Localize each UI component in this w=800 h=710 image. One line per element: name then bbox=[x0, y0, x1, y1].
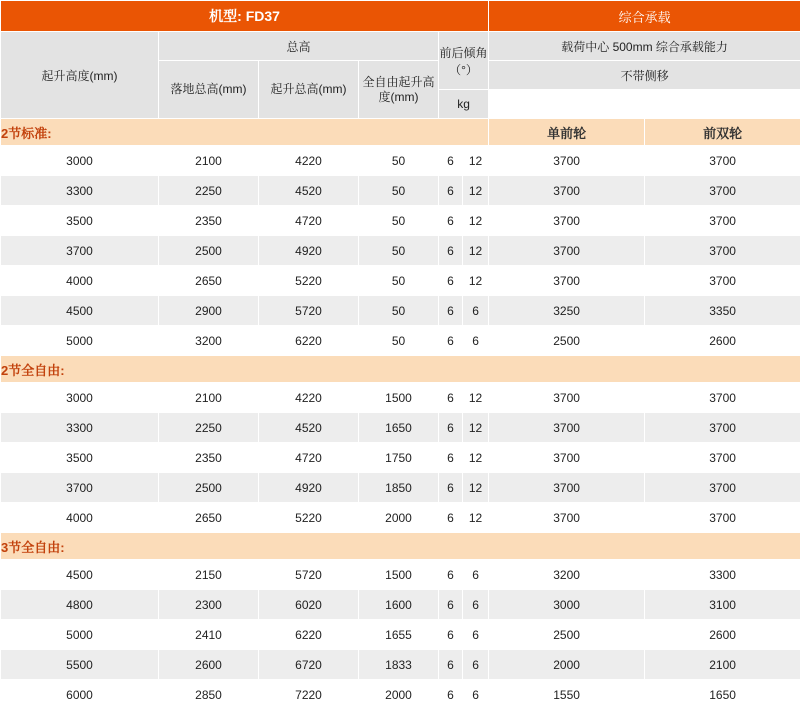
cell-free-lift: 1850 bbox=[359, 473, 439, 503]
cell-lift-height: 6000 bbox=[1, 680, 159, 710]
cell-single-front-wheel: 3700 bbox=[489, 383, 645, 413]
cell-lift-height: 3700 bbox=[1, 473, 159, 503]
cell-tilt-forward: 6 bbox=[439, 473, 463, 503]
col-single-front-wheel: 单前轮 bbox=[489, 119, 645, 146]
cell-single-front-wheel: 2500 bbox=[489, 620, 645, 650]
section-title: 2节全自由: bbox=[1, 356, 800, 383]
cell-extended-height: 6720 bbox=[259, 650, 359, 680]
cell-single-front-wheel: 3700 bbox=[489, 236, 645, 266]
cell-tilt-backward: 6 bbox=[463, 296, 489, 326]
cell-tilt-backward: 12 bbox=[463, 146, 489, 176]
cell-free-lift: 50 bbox=[359, 176, 439, 206]
cell-single-front-wheel: 3700 bbox=[489, 176, 645, 206]
cell-single-front-wheel: 3700 bbox=[489, 146, 645, 176]
cell-tilt-forward: 6 bbox=[439, 443, 463, 473]
group-total-height: 总高 bbox=[159, 32, 439, 61]
cell-free-lift: 50 bbox=[359, 236, 439, 266]
load-center-label: 载荷中心 500mm 综合承载能力 bbox=[489, 32, 800, 61]
cell-double-front-wheel: 2600 bbox=[645, 620, 800, 650]
section-2 bbox=[1, 533, 800, 710]
cell-lowered-height: 3200 bbox=[159, 326, 259, 356]
cell-double-front-wheel: 2100 bbox=[645, 650, 800, 680]
cell-lift-height: 4000 bbox=[1, 266, 159, 296]
cell-tilt-backward: 12 bbox=[463, 473, 489, 503]
cell-free-lift: 1600 bbox=[359, 590, 439, 620]
table-row bbox=[1, 590, 800, 620]
capacity-title: 综合承载 bbox=[489, 1, 800, 32]
cell-lowered-height: 2350 bbox=[159, 443, 259, 473]
cell-tilt-backward: 12 bbox=[463, 266, 489, 296]
table-row bbox=[1, 383, 800, 413]
cell-tilt-backward: 6 bbox=[463, 326, 489, 356]
table-row bbox=[1, 650, 800, 680]
table-row bbox=[1, 443, 800, 473]
cell-free-lift: 50 bbox=[359, 146, 439, 176]
cell-tilt-forward: 6 bbox=[439, 146, 463, 176]
header-row-groups bbox=[1, 32, 800, 61]
cell-double-front-wheel: 3700 bbox=[645, 206, 800, 236]
cell-free-lift: 1650 bbox=[359, 413, 439, 443]
col-tilt: 前后倾角（°） bbox=[439, 32, 489, 90]
cell-double-front-wheel: 3700 bbox=[645, 146, 800, 176]
table-row bbox=[1, 560, 800, 590]
cell-extended-height: 5220 bbox=[259, 503, 359, 533]
table-row bbox=[1, 680, 800, 710]
col-double-front-wheel: 前双轮 bbox=[645, 119, 800, 146]
table-row bbox=[1, 176, 800, 206]
cell-free-lift: 1750 bbox=[359, 443, 439, 473]
cell-extended-height: 4920 bbox=[259, 473, 359, 503]
table-row bbox=[1, 266, 800, 296]
table-row bbox=[1, 473, 800, 503]
section-title: 3节全自由: bbox=[1, 533, 800, 560]
cell-double-front-wheel: 3100 bbox=[645, 590, 800, 620]
cell-single-front-wheel: 2000 bbox=[489, 650, 645, 680]
cell-lowered-height: 2350 bbox=[159, 206, 259, 236]
cell-lift-height: 3500 bbox=[1, 206, 159, 236]
cell-tilt-backward: 6 bbox=[463, 680, 489, 710]
cell-double-front-wheel: 3700 bbox=[645, 236, 800, 266]
cell-tilt-forward: 6 bbox=[439, 560, 463, 590]
table-row bbox=[1, 503, 800, 533]
cell-double-front-wheel: 2600 bbox=[645, 326, 800, 356]
cell-free-lift: 1655 bbox=[359, 620, 439, 650]
col-extended-height: 起升总高(mm) bbox=[259, 61, 359, 119]
cell-tilt-backward: 6 bbox=[463, 560, 489, 590]
cell-extended-height: 4720 bbox=[259, 206, 359, 236]
table-row bbox=[1, 326, 800, 356]
cell-tilt-forward: 6 bbox=[439, 680, 463, 710]
cell-single-front-wheel: 3250 bbox=[489, 296, 645, 326]
cell-single-front-wheel: 2500 bbox=[489, 326, 645, 356]
cell-single-front-wheel: 3700 bbox=[489, 473, 645, 503]
cell-free-lift: 50 bbox=[359, 206, 439, 236]
cell-single-front-wheel: 3700 bbox=[489, 206, 645, 236]
section-header bbox=[1, 533, 800, 560]
cell-single-front-wheel: 3700 bbox=[489, 413, 645, 443]
cell-tilt-backward: 12 bbox=[463, 383, 489, 413]
cell-single-front-wheel: 3700 bbox=[489, 266, 645, 296]
cell-free-lift: 2000 bbox=[359, 503, 439, 533]
cell-extended-height: 6220 bbox=[259, 620, 359, 650]
cell-lowered-height: 2650 bbox=[159, 266, 259, 296]
cell-tilt-backward: 6 bbox=[463, 590, 489, 620]
cell-tilt-backward: 12 bbox=[463, 503, 489, 533]
cell-tilt-forward: 6 bbox=[439, 296, 463, 326]
table-row bbox=[1, 206, 800, 236]
cell-tilt-forward: 6 bbox=[439, 650, 463, 680]
col-lift-height: 起升高度(mm) bbox=[1, 32, 159, 119]
cell-tilt-forward: 6 bbox=[439, 266, 463, 296]
cell-lift-height: 5000 bbox=[1, 326, 159, 356]
cell-free-lift: 1500 bbox=[359, 560, 439, 590]
cell-extended-height: 4920 bbox=[259, 236, 359, 266]
cell-extended-height: 4220 bbox=[259, 146, 359, 176]
cell-lowered-height: 2900 bbox=[159, 296, 259, 326]
section-0 bbox=[1, 119, 800, 356]
cell-double-front-wheel: 3700 bbox=[645, 176, 800, 206]
cell-lift-height: 5500 bbox=[1, 650, 159, 680]
cell-lowered-height: 2500 bbox=[159, 473, 259, 503]
cell-lift-height: 4500 bbox=[1, 296, 159, 326]
cell-double-front-wheel: 3350 bbox=[645, 296, 800, 326]
cell-tilt-forward: 6 bbox=[439, 326, 463, 356]
cell-tilt-forward: 6 bbox=[439, 176, 463, 206]
cell-single-front-wheel: 3700 bbox=[489, 443, 645, 473]
cell-extended-height: 5720 bbox=[259, 296, 359, 326]
cell-lowered-height: 2100 bbox=[159, 146, 259, 176]
col-free-lift: 全自由起升高度(mm) bbox=[359, 61, 439, 119]
no-sideshift-label: 不带侧移 bbox=[489, 61, 800, 90]
section-title: 2节标准: bbox=[1, 119, 489, 146]
cell-lift-height: 4500 bbox=[1, 560, 159, 590]
cell-lift-height: 5000 bbox=[1, 620, 159, 650]
cell-single-front-wheel: 3700 bbox=[489, 503, 645, 533]
cell-lowered-height: 2410 bbox=[159, 620, 259, 650]
table-row bbox=[1, 620, 800, 650]
cell-tilt-forward: 6 bbox=[439, 413, 463, 443]
cell-lift-height: 3500 bbox=[1, 443, 159, 473]
section-1 bbox=[1, 356, 800, 533]
cell-single-front-wheel: 1550 bbox=[489, 680, 645, 710]
cell-tilt-backward: 12 bbox=[463, 176, 489, 206]
cell-single-front-wheel: 3200 bbox=[489, 560, 645, 590]
header-row-model bbox=[1, 1, 800, 32]
cell-free-lift: 1833 bbox=[359, 650, 439, 680]
cell-double-front-wheel: 1650 bbox=[645, 680, 800, 710]
cell-tilt-backward: 12 bbox=[463, 206, 489, 236]
cell-extended-height: 7220 bbox=[259, 680, 359, 710]
cell-tilt-backward: 12 bbox=[463, 236, 489, 266]
cell-tilt-forward: 6 bbox=[439, 503, 463, 533]
cell-double-front-wheel: 3700 bbox=[645, 503, 800, 533]
cell-extended-height: 4720 bbox=[259, 443, 359, 473]
cell-lowered-height: 2850 bbox=[159, 680, 259, 710]
cell-tilt-forward: 6 bbox=[439, 620, 463, 650]
cell-free-lift: 50 bbox=[359, 326, 439, 356]
cell-extended-height: 4520 bbox=[259, 413, 359, 443]
cell-tilt-backward: 6 bbox=[463, 620, 489, 650]
cell-lowered-height: 2500 bbox=[159, 236, 259, 266]
cell-lift-height: 3300 bbox=[1, 176, 159, 206]
cell-double-front-wheel: 3300 bbox=[645, 560, 800, 590]
cell-free-lift: 2000 bbox=[359, 680, 439, 710]
cell-tilt-forward: 6 bbox=[439, 236, 463, 266]
cell-extended-height: 5220 bbox=[259, 266, 359, 296]
cell-tilt-backward: 6 bbox=[463, 650, 489, 680]
cell-double-front-wheel: 3700 bbox=[645, 383, 800, 413]
table-row bbox=[1, 296, 800, 326]
cell-tilt-backward: 12 bbox=[463, 443, 489, 473]
table-row bbox=[1, 413, 800, 443]
cell-lift-height: 4000 bbox=[1, 503, 159, 533]
cell-double-front-wheel: 3700 bbox=[645, 443, 800, 473]
cell-free-lift: 50 bbox=[359, 296, 439, 326]
cell-lift-height: 3000 bbox=[1, 383, 159, 413]
cell-extended-height: 5720 bbox=[259, 560, 359, 590]
cell-lift-height: 4800 bbox=[1, 590, 159, 620]
cell-lowered-height: 2600 bbox=[159, 650, 259, 680]
cell-double-front-wheel: 3700 bbox=[645, 473, 800, 503]
cell-free-lift: 1500 bbox=[359, 383, 439, 413]
cell-lowered-height: 2150 bbox=[159, 560, 259, 590]
cell-lowered-height: 2300 bbox=[159, 590, 259, 620]
cell-extended-height: 4220 bbox=[259, 383, 359, 413]
cell-tilt-forward: 6 bbox=[439, 590, 463, 620]
table-row bbox=[1, 146, 800, 176]
col-lowered-height: 落地总高(mm) bbox=[159, 61, 259, 119]
cell-free-lift: 50 bbox=[359, 266, 439, 296]
cell-extended-height: 6020 bbox=[259, 590, 359, 620]
cell-tilt-backward: 12 bbox=[463, 413, 489, 443]
cell-lift-height: 3300 bbox=[1, 413, 159, 443]
model-title: 机型: FD37 bbox=[1, 1, 489, 32]
cell-tilt-forward: 6 bbox=[439, 206, 463, 236]
section-header bbox=[1, 356, 800, 383]
cell-lowered-height: 2100 bbox=[159, 383, 259, 413]
section-header bbox=[1, 119, 800, 146]
cell-lift-height: 3000 bbox=[1, 146, 159, 176]
unit-kg-label: kg bbox=[439, 90, 489, 119]
cell-extended-height: 4520 bbox=[259, 176, 359, 206]
cell-single-front-wheel: 3000 bbox=[489, 590, 645, 620]
cell-double-front-wheel: 3700 bbox=[645, 413, 800, 443]
cell-lift-height: 3700 bbox=[1, 236, 159, 266]
cell-lowered-height: 2250 bbox=[159, 176, 259, 206]
cell-lowered-height: 2650 bbox=[159, 503, 259, 533]
table-row bbox=[1, 236, 800, 266]
cell-lowered-height: 2250 bbox=[159, 413, 259, 443]
cell-extended-height: 6220 bbox=[259, 326, 359, 356]
cell-tilt-forward: 6 bbox=[439, 383, 463, 413]
cell-double-front-wheel: 3700 bbox=[645, 266, 800, 296]
